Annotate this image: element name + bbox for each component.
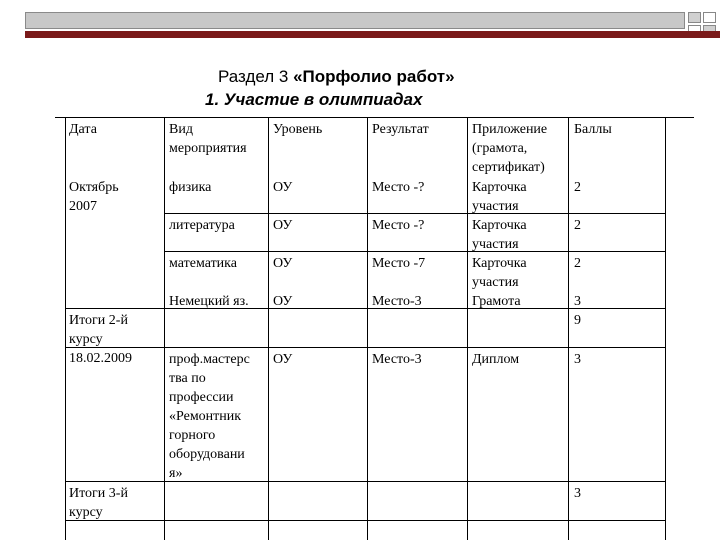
table-cell-result: Место-3 xyxy=(372,294,422,309)
table-cell-attachment: Карточка участия xyxy=(472,256,527,290)
table-border xyxy=(367,117,368,540)
table-cell-attachment: Грамота xyxy=(472,294,521,309)
column-header-level: Уровень xyxy=(273,122,323,137)
table-cell-event: математика xyxy=(169,256,237,271)
column-header-points: Баллы xyxy=(574,122,612,137)
table-cell-result: Место-3 xyxy=(372,352,422,367)
table-border xyxy=(55,117,694,118)
table-cell-level: ОУ xyxy=(273,294,293,309)
table-cell-points: 2 xyxy=(574,180,581,195)
table-cell-points: 3 xyxy=(574,352,581,367)
table-border xyxy=(65,481,665,482)
table-cell-event: проф.мастерс тва по профессии «Ремонтник горного оборудовани я» xyxy=(169,352,250,481)
section-prefix: Раздел 3 xyxy=(218,67,294,86)
column-header-date: Дата xyxy=(69,122,97,137)
table-cell-event: физика xyxy=(169,180,212,195)
table-cell-level: ОУ xyxy=(273,256,293,271)
table-border xyxy=(268,117,269,540)
table-border xyxy=(164,213,665,214)
subsection-heading: 1. Участие в олимпиадах xyxy=(205,90,423,109)
table-cell-points: 2 xyxy=(574,218,581,233)
table-cell-date: Итоги 3-й курсу xyxy=(69,486,128,520)
table-cell-attachment: Карточка участия xyxy=(472,218,527,252)
table-cell-result: Место -? xyxy=(372,218,425,233)
column-header-attachment: Приложение (грамота, сертификат) xyxy=(472,122,548,175)
table-cell-event: литература xyxy=(169,218,235,233)
table-border xyxy=(65,520,665,521)
column-header-event: Вид мероприятия xyxy=(169,122,247,156)
table-border xyxy=(164,251,665,252)
table-cell-attachment: Диплом xyxy=(472,352,520,367)
table-cell-result: Место -? xyxy=(372,180,425,195)
table-cell-level: ОУ xyxy=(273,180,293,195)
section-title: «Порфолио работ» xyxy=(293,67,455,86)
table-cell-points: 9 xyxy=(574,313,581,328)
table-border xyxy=(65,347,665,348)
table-cell-points: 3 xyxy=(574,294,581,309)
table-cell-result: Место -7 xyxy=(372,256,426,271)
table-cell-attachment: Карточка участия xyxy=(472,180,527,214)
table-border xyxy=(164,117,165,540)
table-cell-level: ОУ xyxy=(273,352,293,367)
column-header-result: Результат xyxy=(372,122,429,137)
table-cell-date: Итоги 2-й курсу 18.02.2009 xyxy=(69,313,132,366)
table-border xyxy=(665,117,666,540)
table-border xyxy=(65,117,66,540)
table-border xyxy=(568,117,569,540)
table-cell-date: Октябрь 2007 xyxy=(69,180,119,214)
table-border xyxy=(467,117,468,540)
table-cell-event: Немецкий яз. xyxy=(169,294,249,309)
table-cell-points: 2 xyxy=(574,256,581,271)
table-cell-level: ОУ xyxy=(273,218,293,233)
table-cell-points: 3 xyxy=(574,486,581,501)
